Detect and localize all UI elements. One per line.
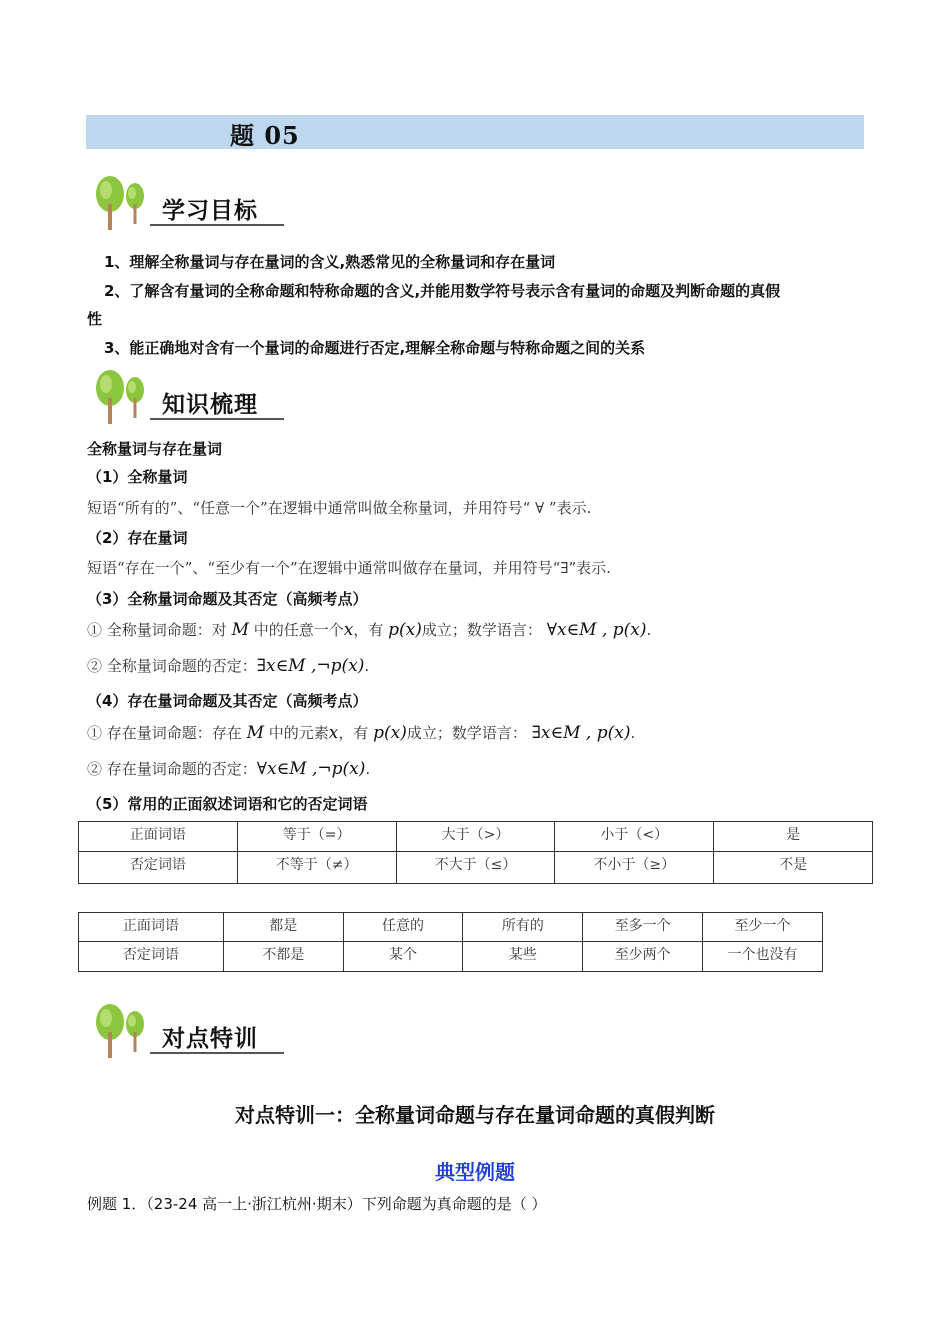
table-cell: 不是 [714, 852, 873, 884]
p3-line2: ② 全称量词命题的否定：∃x∈M ,¬p(x). [87, 656, 370, 676]
table-cell: 任意的 [343, 913, 463, 942]
table-cell: 大于（>） [396, 822, 555, 852]
practice-subtitle: 对点特训一：全称量词命题与存在量词命题的真假判断 [235, 1103, 715, 1127]
words-table-1 [78, 821, 873, 884]
table-cell: 是 [714, 822, 873, 852]
tree-icon [92, 368, 154, 426]
goal-item-2: 2、了解含有量词的全称命题和特称命题的含义,并能用数学符号表示含有量词的命题及判断命题的真假 [104, 282, 781, 300]
table-cell: 至少两个 [583, 942, 703, 972]
table-cell: 不大于（≤） [396, 852, 555, 884]
p4-title: （4）存在量词命题及其否定（高频考点） [87, 692, 368, 710]
table-cell: 不小于（≥） [555, 852, 714, 884]
p4-line2: ② 存在量词命题的否定：∀x∈M ,¬p(x). [87, 759, 371, 779]
p2-title: （2）存在量词 [87, 529, 188, 547]
title-bar [86, 115, 864, 149]
section-underline [150, 418, 284, 420]
table-cell: 等于（=） [237, 822, 396, 852]
p4-line1: ① 存在量词命题：存在 M 中的元素x，有 p(x)成立；数学语言： ∃x∈M , p(x). [87, 723, 636, 743]
formula: ∃x∈M , p(x) [531, 723, 631, 743]
table-row [79, 852, 873, 884]
table-cell: 一个也没有 [703, 942, 823, 972]
formula: ∀x∈M ,¬p(x) [256, 759, 366, 779]
section-title-goals: 学习目标 [162, 198, 258, 224]
section-underline [150, 1052, 284, 1054]
section-underline [150, 224, 284, 226]
section-title-knowledge: 知识梳理 [162, 392, 258, 418]
tree-icon [92, 1002, 154, 1060]
words-table-2 [78, 912, 823, 972]
table-cell: 至少一个 [703, 913, 823, 942]
table-cell: 某些 [463, 942, 583, 972]
table-cell: 所有的 [463, 913, 583, 942]
section-head-practice [92, 1002, 292, 1060]
example-1: 例题 1．（23-24 高一上·浙江杭州·期末）下列命题为真命题的是（ ） [87, 1195, 547, 1213]
p1-title: （1）全称量词 [87, 468, 188, 486]
table-cell: 不等于（≠） [237, 852, 396, 884]
page-title: 题 05 [230, 121, 300, 150]
table-row [79, 822, 873, 852]
table-cell: 正面词语 [79, 913, 224, 942]
p3-title: （3）全称量词命题及其否定（高频考点） [87, 590, 368, 608]
formula: ∃x∈M ,¬p(x) [256, 656, 365, 676]
goal-item-3: 3、能正确地对含有一个量词的命题进行否定,理解全称命题与特称命题之间的关系 [104, 339, 646, 357]
section-head-knowledge [92, 368, 292, 426]
p3-line1: ① 全称量词命题：对 M 中的任意一个x，有 p(x)成立；数学语言： ∀x∈M , p(x). [87, 620, 652, 640]
table-cell: 小于（<） [555, 822, 714, 852]
p5-title: （5）常用的正面叙述词语和它的否定词语 [87, 795, 368, 813]
table-cell: 都是 [223, 913, 343, 942]
section-title-practice: 对点特训 [162, 1026, 258, 1052]
p2-text: 短语“存在一个”、“至少有一个”在逻辑中通常叫做存在量词，并用符号“∃”表示. [87, 559, 611, 577]
example-title: 典型例题 [435, 1160, 515, 1184]
table-row [79, 913, 823, 942]
table-cell: 否定词语 [79, 942, 224, 972]
table-cell: 至多一个 [583, 913, 703, 942]
goal-item-1: 1、理解全称量词与存在量词的含义,熟悉常见的全称量词和存在量词 [104, 253, 556, 271]
p1-text: 短语“所有的”、“任意一个”在逻辑中通常叫做全称量词，并用符号“ ∀ ”表示. [87, 499, 592, 517]
table-cell: 不都是 [223, 942, 343, 972]
formula: ∀x∈M , p(x) [546, 620, 647, 640]
table-row [79, 942, 823, 972]
knowledge-heading: 全称量词与存在量词 [87, 440, 223, 458]
table-cell: 否定词语 [79, 852, 238, 884]
table-cell: 正面词语 [79, 822, 238, 852]
section-head-goals [92, 174, 292, 232]
tree-icon [92, 174, 154, 232]
table-cell: 某个 [343, 942, 463, 972]
goal-item-2-cont: 性 [87, 310, 103, 328]
